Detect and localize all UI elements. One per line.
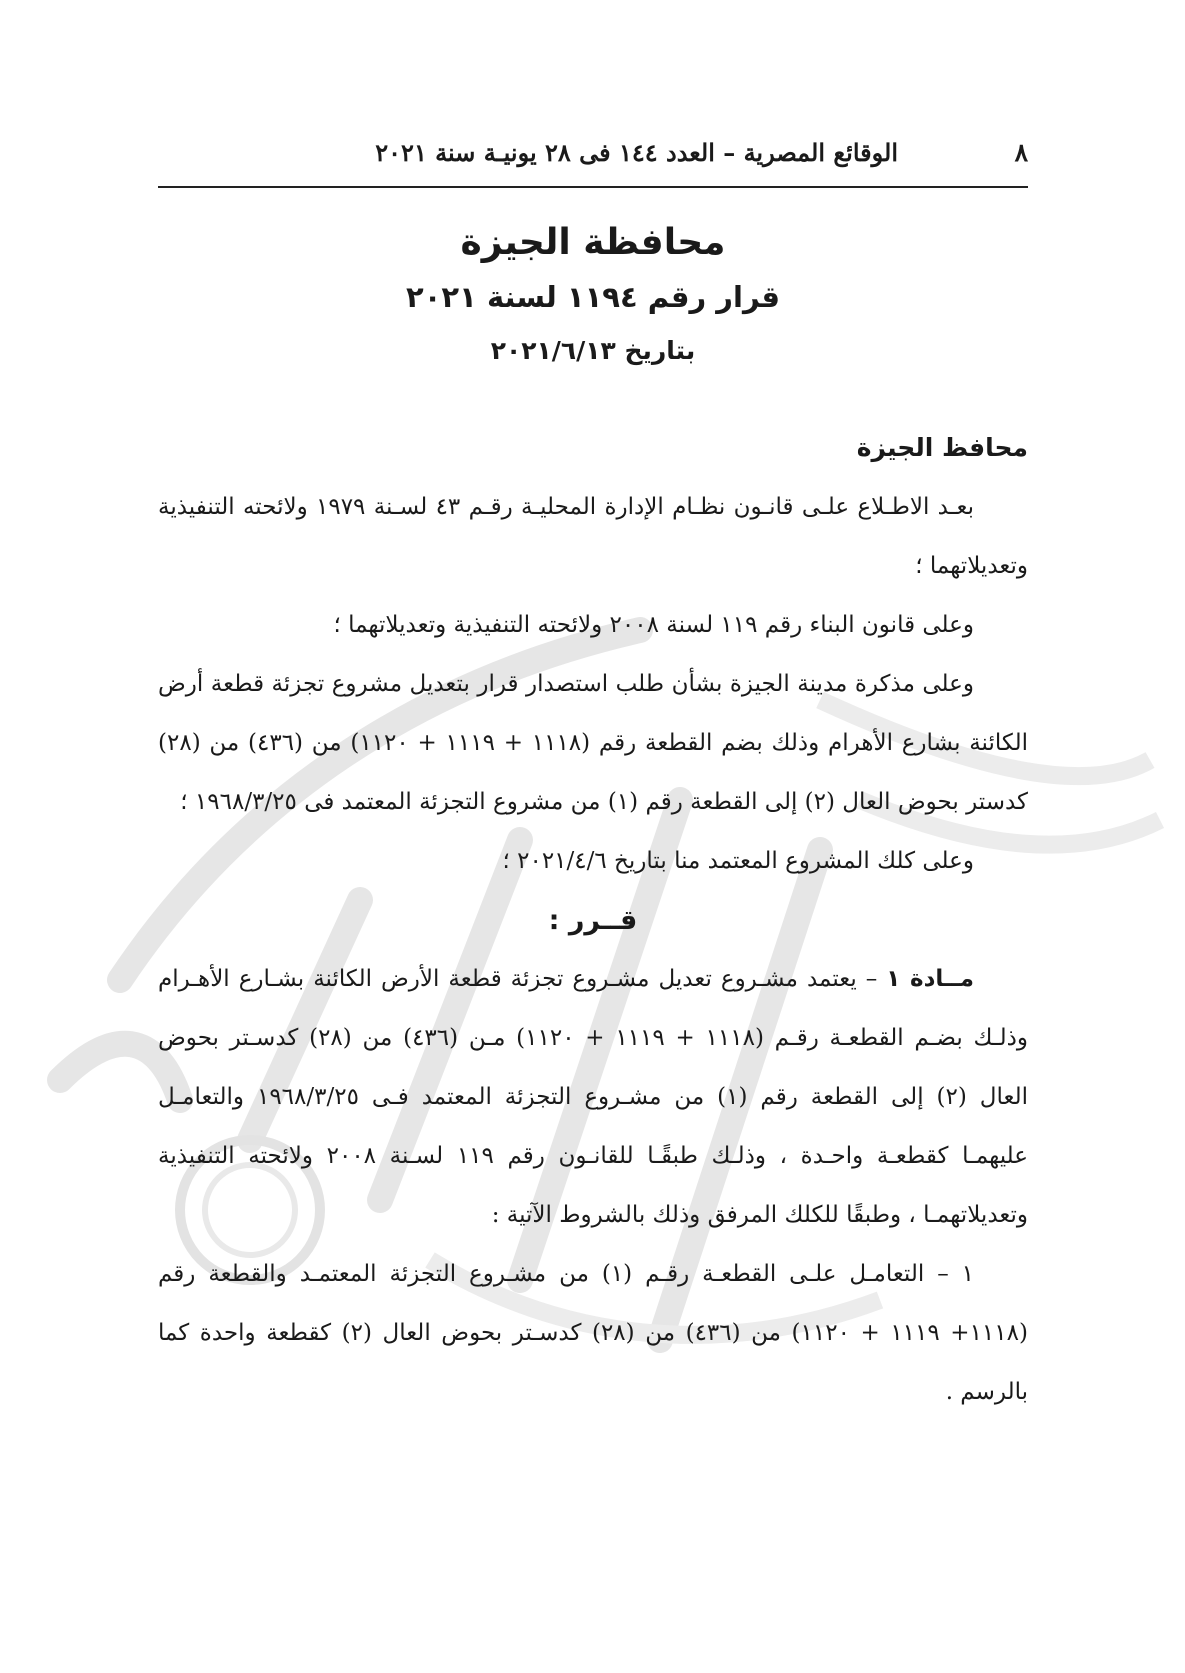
page-header [158, 138, 1028, 188]
article-1-text: – يعتمد مشـروع تعديل مشـروع تجزئة قطعة الأرض الكائنة بشـارع الأهـرام وذلـك بضـم القطعـة رقـم (١١١٨ + ١١١٩ + ١١٢٠) مـن (٤٣٦) من (٢٨) كدسـتر بحوض العال (٢) إلى القطعة رقم (١) من مشـروع التجزئة المعتمد فـى ١٩٦٨/٣/٢٥ والتعامـل عليهمـا كقطعـة واحـدة ، وذلـك طبقًـا للقانـون رقم ١١٩ لسـنة ٢٠٠٨ ولائحته التنفيذية وتعديلاتهمـا ، وطبقًا للكلك المرفق وذلك بالشروط الآتية : [158, 966, 1028, 1228]
decree-title: قرار رقم ١١٩٤ لسنة ٢٠٢١ [406, 280, 780, 314]
decided-heading: قــرر : [548, 905, 638, 936]
governorate-title: محافظة الجيزة [460, 222, 726, 263]
decree-date: بتاريخ ٢٠٢١/٦/١٣ [490, 336, 696, 365]
article-1 [158, 950, 1028, 1245]
page-number: ٨ [1014, 138, 1028, 167]
preamble-paragraph-1: بعـد الاطـلاع علـى قانـون نظـام الإدارة المحليـة رقـم ٤٣ لسـنة ١٩٧٩ ولائحته التنفيذية وتعديلاتهما ؛ [158, 494, 1028, 579]
decree-body [158, 418, 1028, 1422]
running-title: الوقائع المصرية – العدد ١٤٤ فى ٢٨ يونيـة سنة ٢٠٢١ [375, 138, 898, 167]
condition-1: ١ – التعامـل علـى القطعـة رقـم (١) من مشـروع التجزئة المعتمـد والقطعة رقم (١١١٨+ ١١١٩ + ١١٢٠) من (٤٣٦) من (٢٨) كدسـتر بحوض العال (٢) كقطعة واحدة كما بالرسم . [158, 1261, 1028, 1405]
governor-heading: محافظ الجيزة [856, 433, 1028, 462]
preamble-paragraph-3: وعلى مذكرة مدينة الجيزة بشأن طلب استصدار قرار بتعديل مشروع تجزئة قطعة أرض الكائنة بشارع الأهرام وذلك بضم القطعة رقم (١١١٨ + ١١١٩ + ١١٢٠) من (٤٣٦) من (٢٨) كدستر بحوض العال (٢) إلى القطعة رقم (١) من مشروع التجزئة المعتمد فى ١٩٦٨/٣/٢٥ ؛ [158, 671, 1028, 815]
preamble-paragraph-2: وعلى قانون البناء رقم ١١٩ لسنة ٢٠٠٨ ولائحته التنفيذية وتعديلاتهما ؛ [333, 612, 974, 638]
article-1-label: مــادة ١ [886, 966, 974, 992]
decree-heading [158, 222, 1028, 365]
preamble-paragraph-4: وعلى كلك المشروع المعتمد منا بتاريخ ٢٠٢١/٤/٦ ؛ [502, 848, 974, 874]
